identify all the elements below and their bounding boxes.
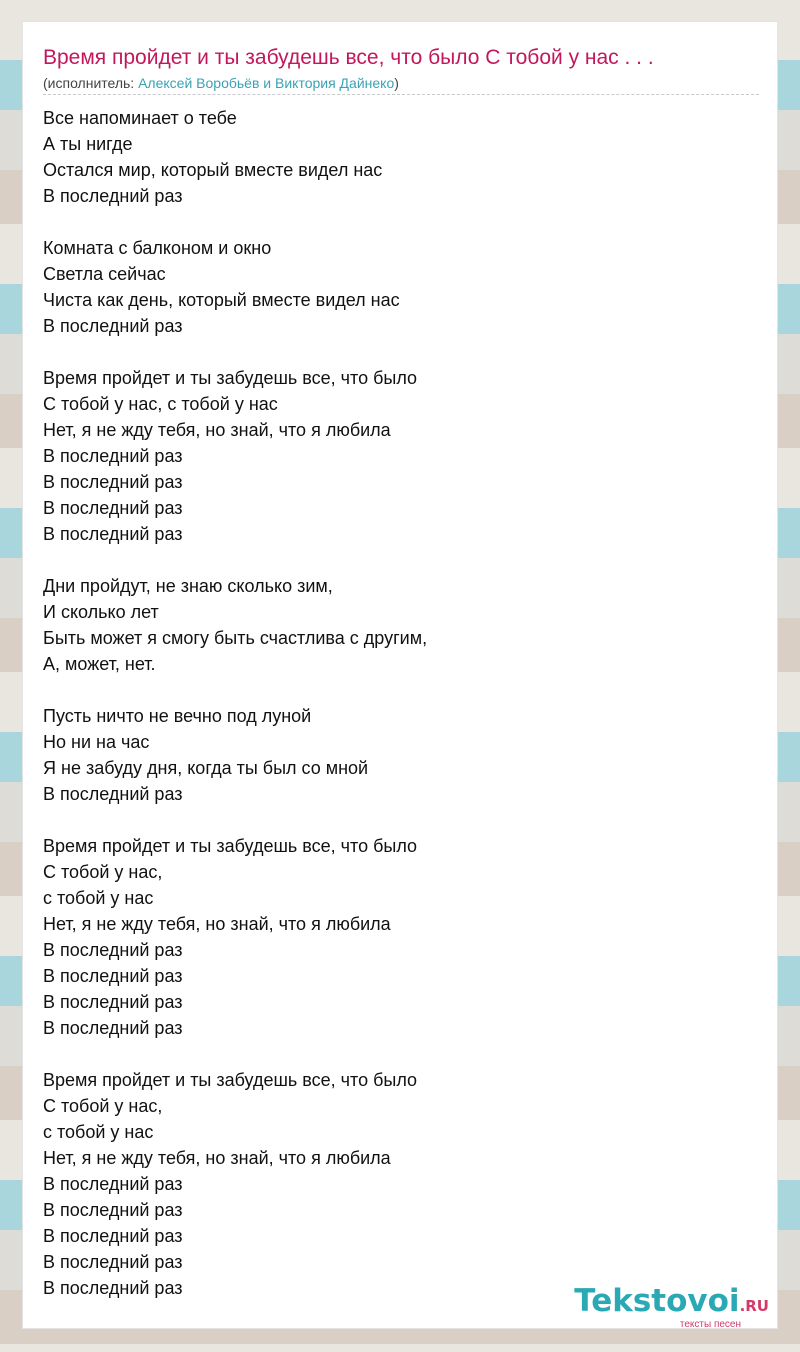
lyric-line: Нет, я не жду тебя, но знай, что я любила xyxy=(43,1148,391,1168)
lyric-line: С тобой у нас, xyxy=(43,1096,163,1116)
performer-line xyxy=(43,74,399,92)
lyric-line: В последний раз xyxy=(43,1200,183,1220)
lyric-line: В последний раз xyxy=(43,1174,183,1194)
lyric-line: с тобой у нас xyxy=(43,1122,154,1142)
lyric-line: В последний раз xyxy=(43,1278,183,1298)
lyric-line: В последний раз xyxy=(43,524,183,544)
site-logo[interactable] xyxy=(574,1284,769,1330)
lyric-line: С тобой у нас, с тобой у нас xyxy=(43,394,278,414)
title-divider xyxy=(43,94,759,95)
lyric-line: А ты нигде xyxy=(43,134,133,154)
lyric-line: Нет, я не жду тебя, но знай, что я любила xyxy=(43,914,391,934)
lyric-line: Время пройдет и ты забудешь все, что было xyxy=(43,836,418,856)
lyric-line: Нет, я не жду тебя, но знай, что я любила xyxy=(43,420,391,440)
lyric-stanza xyxy=(43,365,759,547)
lyric-stanza xyxy=(43,235,759,339)
lyric-stanza xyxy=(43,703,759,807)
lyric-line: В последний раз xyxy=(43,498,183,518)
lyric-line: Пусть ничто не вечно под луной xyxy=(43,706,312,726)
lyric-stanza xyxy=(43,833,759,1041)
lyric-line: Чиста как день, который вместе видел нас xyxy=(43,290,400,310)
lyrics-body xyxy=(43,105,759,1327)
logo-tld: .RU xyxy=(739,1297,769,1315)
song-title: Время пройдет и ты забудешь все, что было С тобой у нас . . . xyxy=(43,46,654,69)
lyric-line: с тобой у нас xyxy=(43,888,154,908)
lyric-stanza xyxy=(43,105,759,209)
lyric-line: Комната с балконом и окно xyxy=(43,238,272,258)
lyric-line: В последний раз xyxy=(43,186,183,206)
lyric-line: Быть может я смогу быть счастлива с другим, xyxy=(43,628,428,648)
lyric-line: В последний раз xyxy=(43,966,183,986)
logo-wordmark xyxy=(574,1284,769,1323)
lyric-line: И сколько лет xyxy=(43,602,159,622)
lyric-line: Остался мир, который вместе видел нас xyxy=(43,160,383,180)
performer-link[interactable]: Алексей Воробьёв и Виктория Дайнеко xyxy=(138,75,395,91)
lyric-stanza xyxy=(43,1067,759,1301)
lyric-line: В последний раз xyxy=(43,472,183,492)
lyric-line: В последний раз xyxy=(43,1226,183,1246)
lyric-line: В последний раз xyxy=(43,1018,183,1038)
lyric-line: Я не забуду дня, когда ты был со мной xyxy=(43,758,369,778)
lyric-line: В последний раз xyxy=(43,316,183,336)
lyric-line: Но ни на час xyxy=(43,732,150,752)
lyric-line: В последний раз xyxy=(43,992,183,1012)
performer-suffix: ) xyxy=(394,75,399,91)
lyric-line: Светла сейчас xyxy=(43,264,166,284)
lyrics-card xyxy=(22,21,778,1329)
logo-subtitle: тексты песен xyxy=(679,1319,741,1330)
lyric-line: Время пройдет и ты забудешь все, что было xyxy=(43,1070,418,1090)
logo-main-text: Tekstovoi xyxy=(574,1283,740,1319)
lyric-line: Все напоминает о тебе xyxy=(43,108,237,128)
lyric-line: В последний раз xyxy=(43,940,183,960)
lyric-line: Время пройдет и ты забудешь все, что было xyxy=(43,368,418,388)
lyric-line: А, может, нет. xyxy=(43,654,156,674)
lyric-line: Дни пройдут, не знаю сколько зим, xyxy=(43,576,333,596)
lyric-line: В последний раз xyxy=(43,446,183,466)
lyric-line: С тобой у нас, xyxy=(43,862,163,882)
performer-prefix: (исполнитель: xyxy=(43,75,139,91)
lyric-line: В последний раз xyxy=(43,1252,183,1272)
lyric-stanza xyxy=(43,573,759,677)
lyric-line: В последний раз xyxy=(43,784,183,804)
